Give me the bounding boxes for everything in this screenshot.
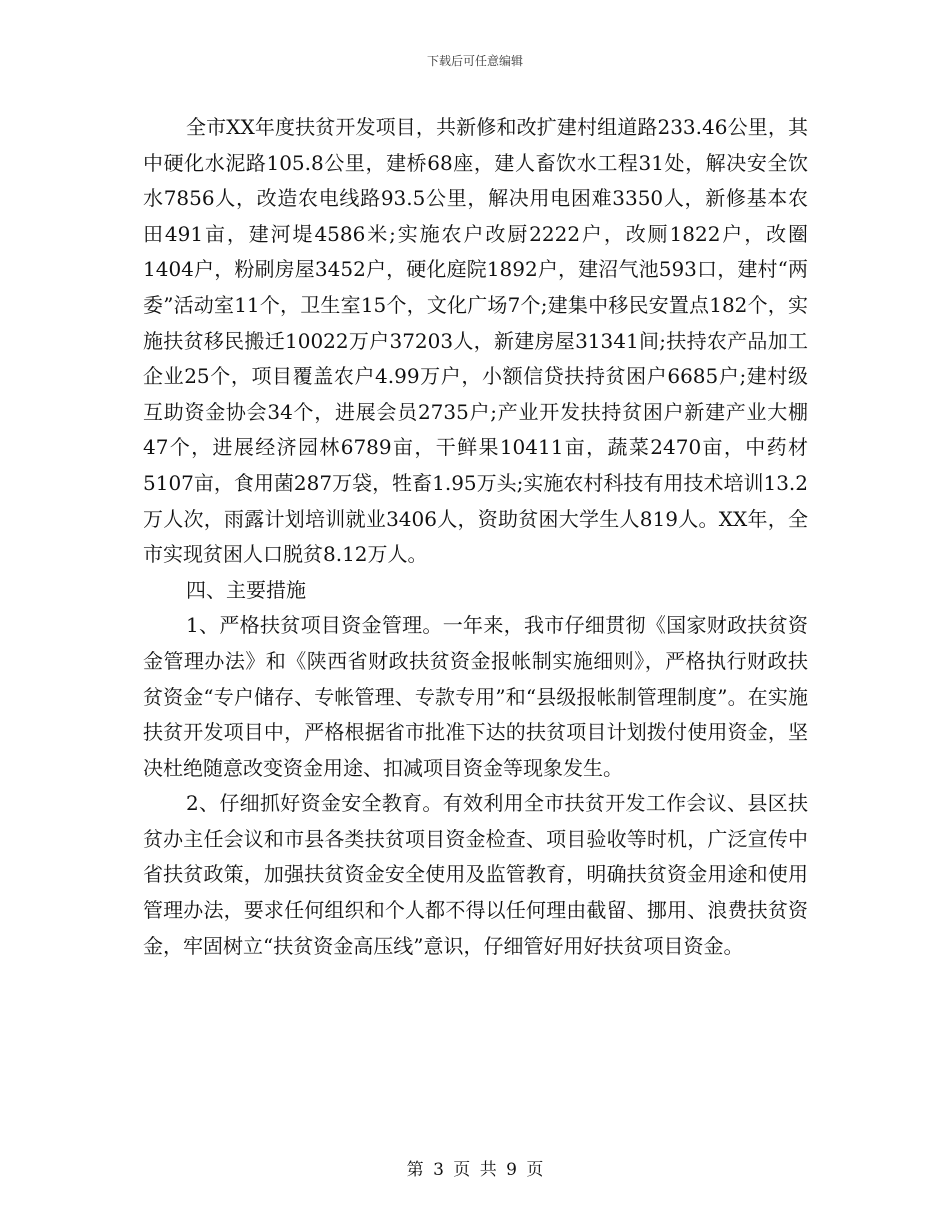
document-body (143, 110, 808, 964)
section-heading: 四、主要措施 (186, 577, 306, 602)
header-note: 下载后可任意编辑 (426, 54, 523, 68)
paragraph-fund-management: 1、严格扶贫项目资金管理。一年来，我市仔细贯彻《国家财政扶贫资金管理办法》和《陕西省财政扶贫资金报帐制实施细则》，严格执行财政扶贫资金“专户储存、专帐管理、专款专用”和“县级报帐制管理制度”。在实施扶贫开发项目中，严格根据省市批准下达的扶贫项目计划拨付使用资金，坚决杜绝随意改变资金用途、扣减项目资金等现象发生。 (143, 613, 808, 780)
paragraph-project-statistics: 全市XX年度扶贫开发项目，共新修和改扩建村组道路233.46公里，其中硬化水泥路105.8公里，建桥68座，建人畜饮水工程31处，解决安全饮水7856人，改造农电线路93.5公里，解决用电困难3350人，新修基本农田491亩，建河堤4586米;实施农户改厨2222户，改厕1822户，改圈1404户，粉刷房屋3452户，硬化庭院1892户，建沼气池593口，建村“两委”活动室11个，卫生室15个，文化广场7个;建集中移民安置点182个，实施扶贫移民搬迁10022万户37203人，新建房屋31341间;扶持农产品加工企业25个，项目覆盖农户4.99万户，小额信贷扶持贫困户6685户;建村级互助资金协会34个，进展会员2735户;产业开发扶持贫困户新建产业大棚47个，进展经济园林6789亩，干鲜果10411亩，蔬菜2470亩，中药材5107亩，食用菌287万袋，牲畜1.95万头;实施农村科技有用技术培训13.2万人次，雨露计划培训就业3406人，资助贫困大学生人819人。XX年，全市实现贫困人口脱贫8.12万人。 (143, 115, 808, 567)
paragraph-fund-safety-education: 2、仔细抓好资金安全教育。有效利用全市扶贫开发工作会议、县区扶贫办主任会议和市县各类扶贫项目资金检查、项目验收等时机，广泛宣传中省扶贫政策，加强扶贫资金安全使用及监管教育，明确扶贫资金用途和使用管理办法，要求任何组织和个人都不得以任何理由截留、挪用、浪费扶贫资金，牢固树立“扶贫资金高压线”意识，仔细管好用好扶贫项目资金。 (143, 791, 808, 958)
page-number: 第 3 页 共 9 页 (406, 1160, 544, 1180)
